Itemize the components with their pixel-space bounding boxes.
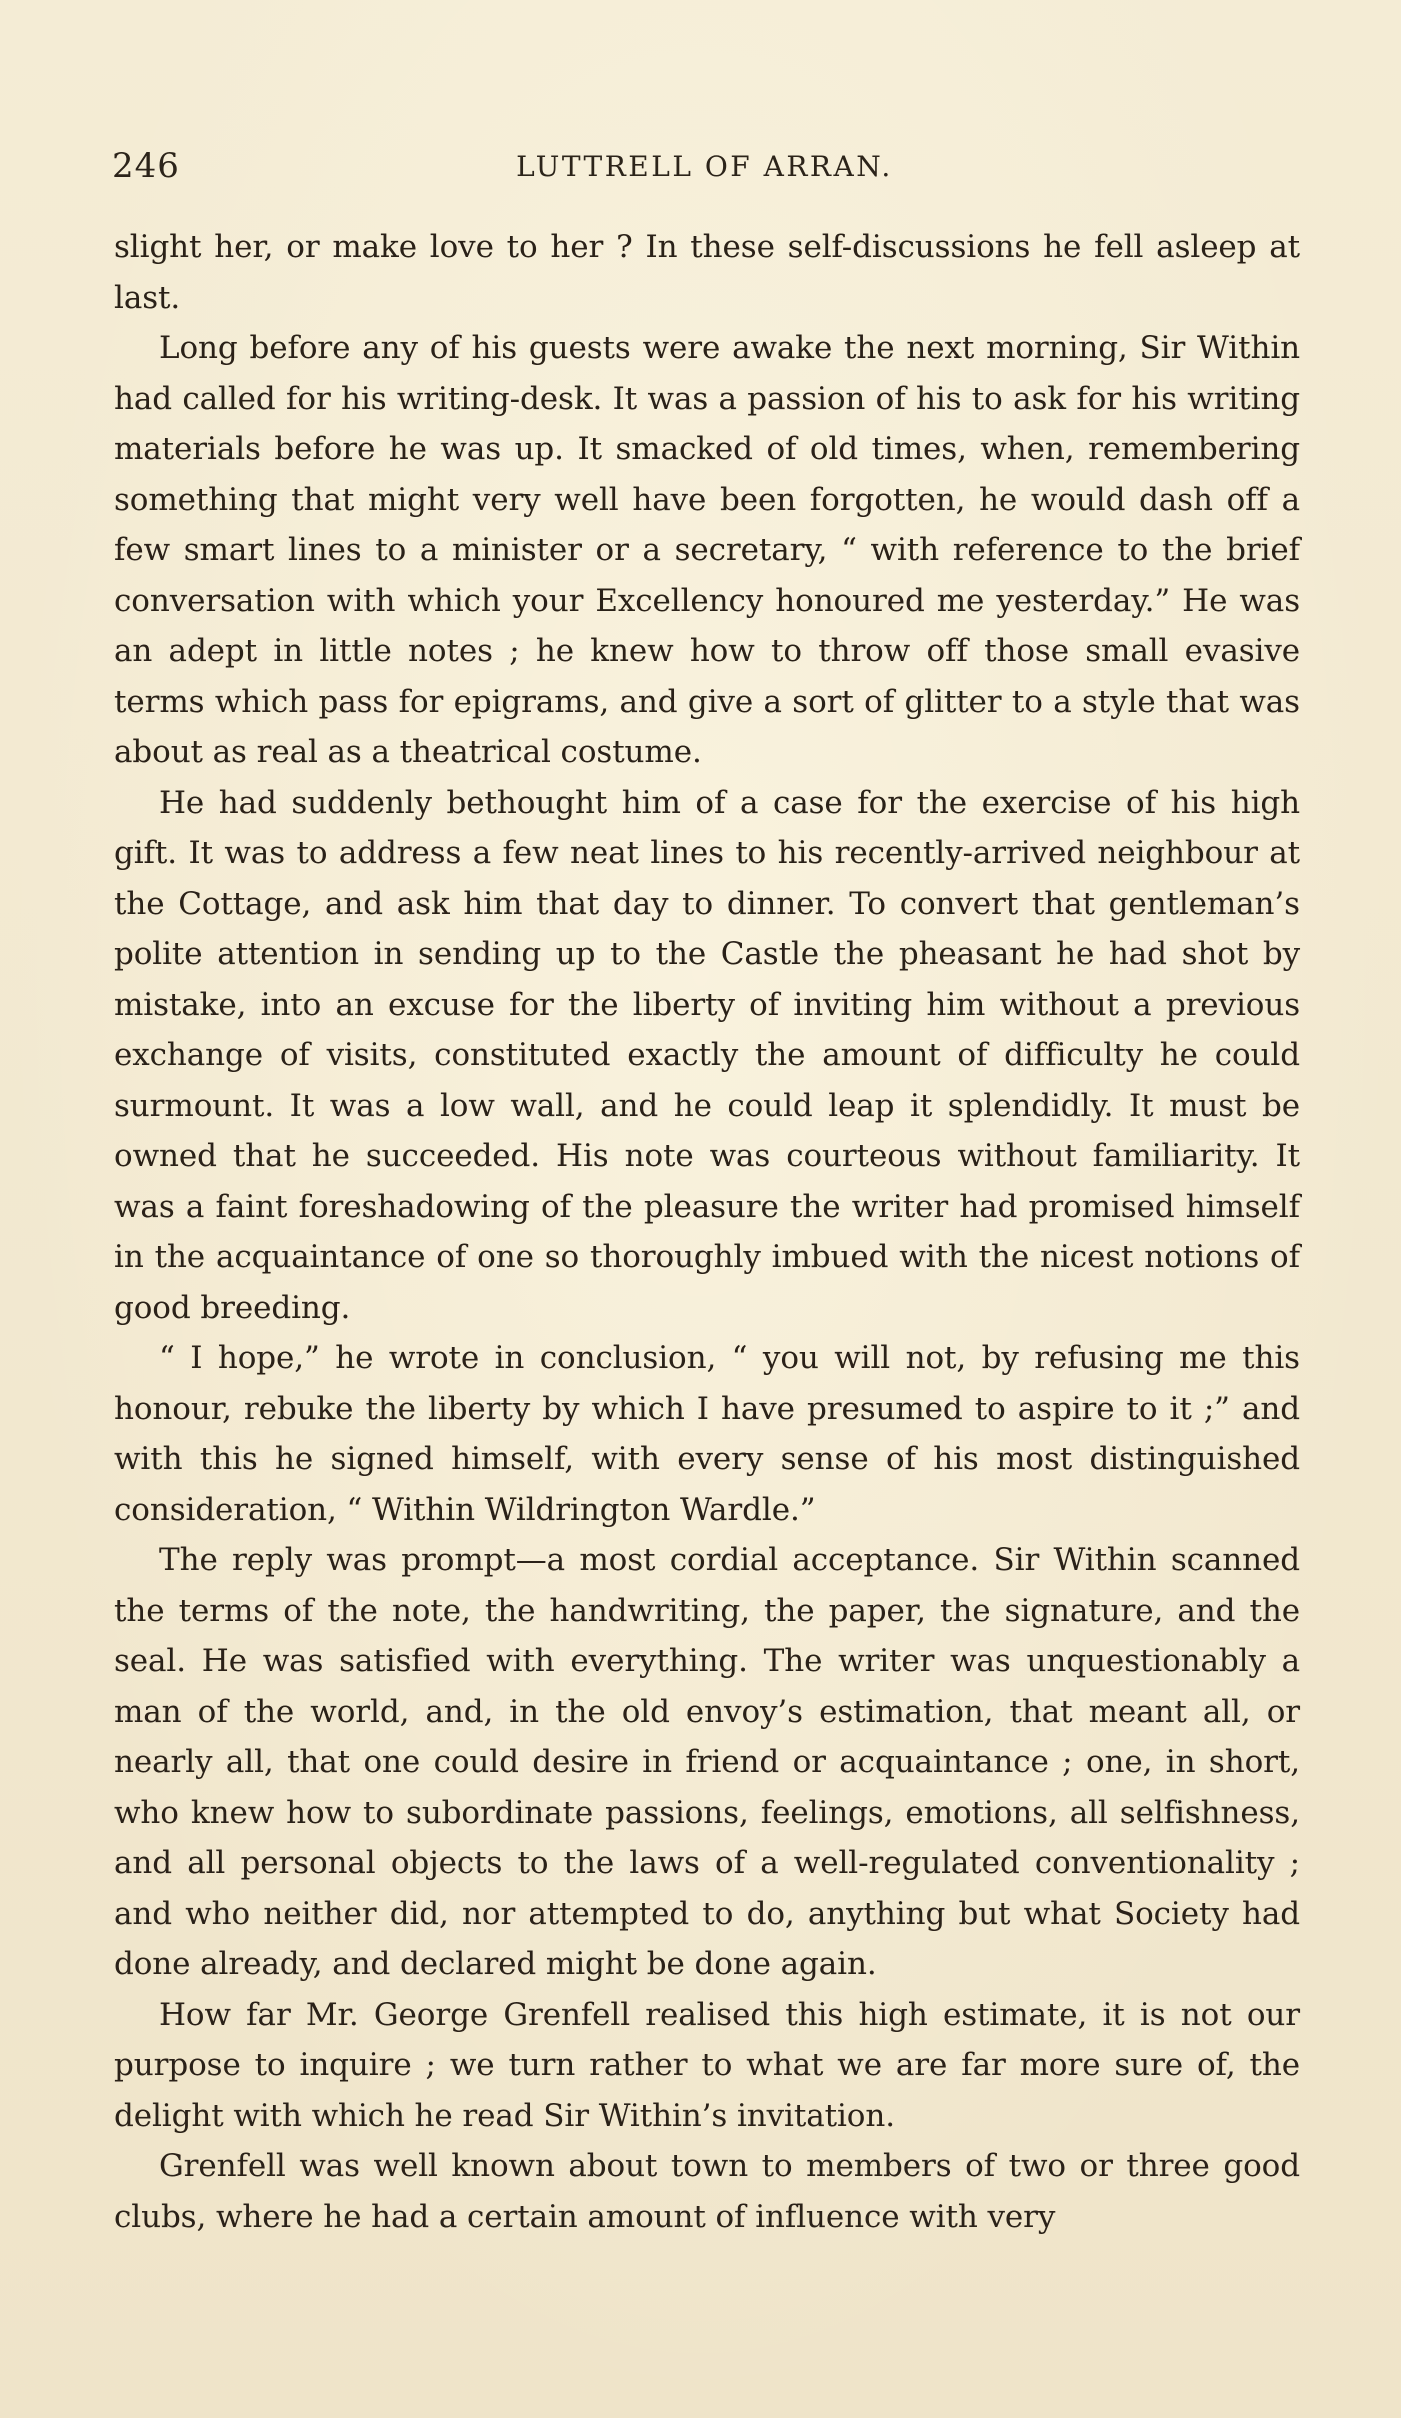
paragraph: Grenfell was well known about town to members of two or three good clubs, where he had a certain amount of influence with very [114,2148,1300,2235]
paragraph: Long before any of his guests were awake the next morning, Sir Within had called for his writing-desk. It was a passion of his to ask for his writing materials before he was up. It smacked of old times, when, remembering something that might very well have been forgotten, he would dash off a few smart lines to a minister or a secretary, “ with reference to the brief conversation with which your Excellency honoured me yesterday.” He was an adept in little notes ; he knew how to throw off those small evasive terms which pass for epigrams, and give a sort of glitter to a style that was about as real as a theatrical costume. [114,330,1300,770]
paragraph: How far Mr. George Grenfell realised this high estimate, it is not our purpose to inquire ; we turn rather to what we are far more sure of, the delight with which he read Sir Within’s invitation. [114,1996,1300,2134]
page-header [112,146,1297,196]
paragraph: The reply was prompt—a most cordial acceptance. Sir Within scanned the terms of the note, the handwriting, the paper, the signature, and the seal. He was satisfied with everything. The writer was unquestionably a man of the world, and, in the old envoy’s estimation, that meant all, or nearly all, that one could desire in friend or acquaintance ; one, in short, who knew how to subordinate passions, feelings, emotions, all selfishness, and all personal objects to the laws of a well-regulated conventionality ; and who neither did, nor attempted to do, anything but what Society had done already, and declared might be done again. [114,1542,1300,1982]
body-text [114,222,1300,2242]
paragraph: He had suddenly bethought him of a case for the exercise of his high gift. It was to address a few neat lines to his recently-arrived neighbour at the Cottage, and ask him that day to dinner. To convert that gentleman’s polite attention in sending up to the Castle the pheasant he had shot by mistake, into an excuse for the liberty of inviting him without a previous exchange of visits, constituted exactly the amount of difficulty he could surmount. It was a low wall, and he could leap it splendidly. It must be owned that he succeeded. His note was courteous without familiarity. It was a faint foreshadowing of the pleasure the writer had promised himself in the acquaintance of one so thoroughly imbued with the nicest notions of good breeding. [114,784,1300,1326]
paragraph: “ I hope,” he wrote in conclusion, “ you will not, by refusing me this honour, rebuke the liberty by which I have presumed to aspire to it ;” and with this he signed himself, with every sense of his most distinguished consideration, “ Within Wildrington Wardle.” [114,1340,1300,1528]
paragraph-continued: slight her, or make love to her ? In these self-discussions he fell asleep at last. [114,229,1300,316]
page-number: 246 [112,146,180,186]
running-head: LUTTRELL OF ARRAN. [516,150,893,183]
